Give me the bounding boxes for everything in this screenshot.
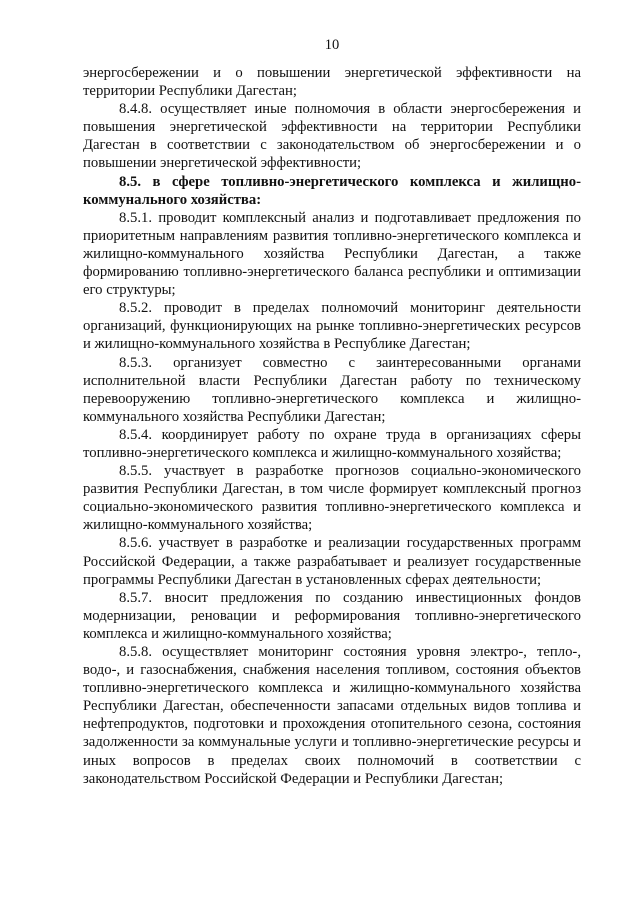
paragraph: 8.5.6. участвует в разработке и реализации государственных программ Российской Федерации, а также разрабатывает и реализует государственные программы Республики Дагестан в установленных сферах деятельности;: [83, 535, 581, 588]
paragraph: 8.5.5. участвует в разработке прогнозов социально-экономического развития Республики Дагестан, в том числе формирует комплексный прогноз социально-экономического развития топливно-энергетического комплекса и жилищно-коммунального хозяйства;: [83, 463, 581, 534]
paragraph: 8.4.8. осуществляет иные полномочия в области энергосбережения и повышения энергетической эффективности на территории Республики Дагестан в соответствии с законодательством об энергосбережении и о повышении энергетической эффективности;: [83, 101, 581, 172]
paragraph: 8.5.3. организует совместно с заинтересованными органами исполнительной власти Республики Дагестан работу по техническому перевооружению топливно-энергетического комплекса и жилищно-коммунального хозяйства Республики Дагестан;: [83, 354, 581, 425]
paragraph: 8.5.7. вносит предложения по созданию инвестиционных фондов модернизации, реновации и реформирования топливно-энергетического комплекса и жилищно-коммунального хозяйства;: [83, 589, 581, 642]
paragraph: 8.5.1. проводит комплексный анализ и подготавливает предложения по приоритетным направлениям развития топливно-энергетического комплекса и жилищно-коммунального хозяйства Республики Дагестан, а также формированию топливно-энергетического баланса республики и оптимизации его структуры;: [83, 209, 581, 299]
paragraph: 8.5.8. осуществляет мониторинг состояния уровня электро-, тепло-, водо-, и газоснабжения, снабжения населения топливом, состояния объектов топливно-энергетического комплекса и жилищно-коммунального хозяйства Республики Дагестан, обеспеченности запасами отдельных видов топлива и нефтепродуктов, подготовки и прохождения отопительного сезона, состояния задолженности за коммунальные услуги и топливно-энергетические ресурсы и иных вопросов в пределах своих полномочий в соответствии с законодательством Российской Федерации и Республики Дагестан;: [83, 644, 581, 787]
paragraph: энергосбережении и о повышении энергетической эффективности на территории Республики Дагестан;: [83, 65, 581, 100]
section-heading: 8.5. в сфере топливно-энергетического комплекса и жилищно-коммунального хозяйства:: [83, 173, 581, 208]
document-body: [83, 64, 581, 788]
paragraph: 8.5.4. координирует работу по охране труда в организациях сферы топливно-энергетического комплекса и жилищно-коммунального хозяйства;: [83, 426, 581, 461]
paragraph: 8.5.2. проводит в пределах полномочий мониторинг деятельности организаций, функционирующих на рынке топливно-энергетических ресурсов и жилищно-коммунального хозяйства в Республике Дагестан;: [83, 300, 581, 353]
page-number: 10: [324, 37, 340, 53]
